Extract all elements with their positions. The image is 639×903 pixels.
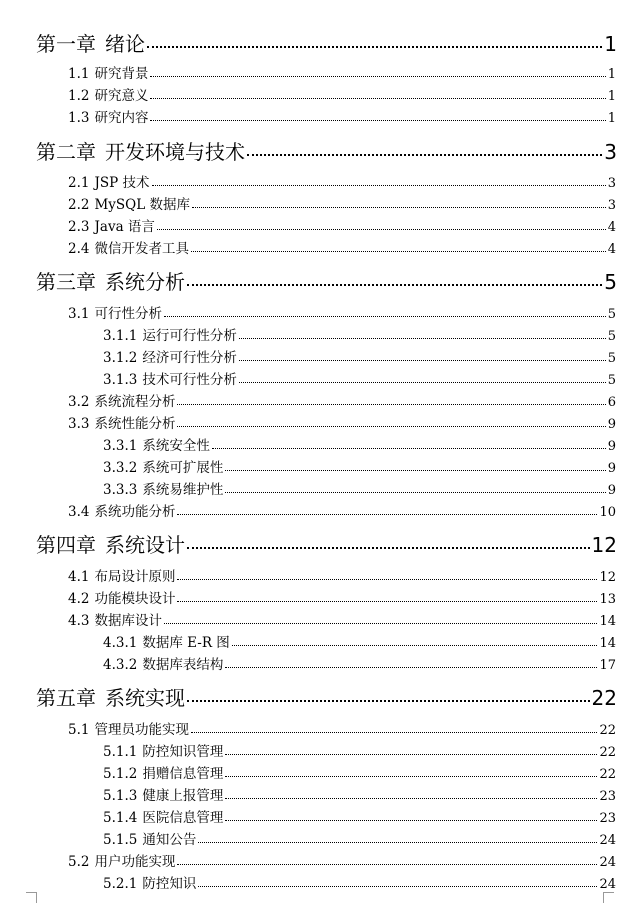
toc-title: 系统安全性 (142, 438, 210, 454)
toc-page-number: 6 (607, 395, 616, 410)
toc-page-number: 9 (607, 461, 616, 476)
toc-section[interactable] (68, 237, 616, 257)
toc-page-number: 14 (599, 614, 616, 629)
dot-leader (187, 532, 590, 552)
toc-chapter[interactable] (36, 28, 617, 57)
toc-number: 第二章 (36, 140, 96, 164)
toc-subsection[interactable] (103, 872, 616, 892)
toc-page-number: 12 (599, 570, 616, 585)
toc-page-number: 23 (599, 811, 616, 826)
toc-title: 研究内容 (94, 110, 149, 126)
toc-title: Java 语言 (94, 219, 155, 235)
toc-title: 健康上报管理 (142, 788, 224, 804)
toc-page-number: 22 (599, 767, 616, 782)
toc-title: 医院信息管理 (142, 810, 224, 826)
toc-section[interactable] (68, 215, 616, 235)
toc-number: 1.1 (68, 66, 90, 82)
toc-subsection[interactable] (103, 478, 616, 498)
toc-section[interactable] (68, 565, 616, 585)
toc-section[interactable] (68, 412, 616, 432)
toc-title: 功能模块设计 (94, 591, 176, 607)
toc-page-number: 14 (599, 636, 616, 651)
toc-page-number: 22 (599, 723, 616, 738)
toc-subsection[interactable] (103, 324, 616, 344)
dot-leader (239, 349, 606, 363)
toc-title: 系统易维护性 (142, 482, 224, 498)
toc-page-number: 1 (607, 89, 616, 104)
dot-leader (177, 503, 597, 517)
dot-leader (191, 721, 597, 735)
toc-page-number: 13 (599, 592, 616, 607)
toc-chapter[interactable] (36, 266, 617, 295)
toc-title: 通知公告 (142, 832, 197, 848)
toc-subsection[interactable] (103, 631, 616, 651)
toc-page-number: 5 (604, 270, 617, 294)
toc-section[interactable] (68, 587, 616, 607)
dot-leader (225, 656, 597, 670)
toc-page-number: 5 (607, 351, 616, 366)
toc-page-number: 24 (599, 855, 616, 870)
toc-section[interactable] (68, 718, 616, 738)
toc-number: 5.1.2 (103, 766, 138, 782)
toc-section[interactable] (68, 500, 616, 520)
toc-number: 4.3.2 (103, 657, 138, 673)
toc-subsection[interactable] (103, 653, 616, 673)
toc-page-number: 5 (607, 373, 616, 388)
dot-leader (225, 787, 597, 801)
toc-number: 1.3 (68, 110, 90, 126)
dot-leader (239, 327, 606, 341)
dot-leader (225, 459, 605, 473)
toc-title: JSP 技术 (94, 175, 150, 191)
toc-title: MySQL 数据库 (94, 197, 191, 213)
toc-section[interactable] (68, 850, 616, 870)
toc-page-number: 22 (591, 686, 617, 710)
toc-chapter[interactable] (36, 529, 617, 558)
toc-page-number: 9 (607, 417, 616, 432)
toc-page-number: 5 (607, 307, 616, 322)
toc-section[interactable] (68, 390, 616, 410)
dot-leader (225, 809, 597, 823)
toc-section[interactable] (68, 84, 616, 104)
toc-page-number: 24 (599, 833, 616, 848)
toc-page-number: 10 (599, 505, 616, 520)
toc-section[interactable] (68, 609, 616, 629)
toc-page-number: 24 (599, 877, 616, 892)
toc-page-number: 23 (599, 789, 616, 804)
toc-title: 系统性能分析 (94, 416, 176, 432)
dot-leader (198, 875, 597, 889)
dot-leader (164, 612, 597, 626)
toc-page-number: 3 (607, 176, 616, 191)
dot-leader (225, 743, 597, 757)
toc-title: 运行可行性分析 (142, 328, 237, 344)
toc-title: 系统实现 (105, 686, 185, 710)
toc-number: 2.2 (68, 197, 90, 213)
dot-leader (192, 196, 606, 210)
page-corner-mark-right (603, 892, 614, 903)
toc-page-number: 3 (607, 198, 616, 213)
toc-number: 3.3.3 (103, 482, 138, 498)
toc-number: 5.1 (68, 722, 90, 738)
dot-leader (157, 218, 606, 232)
toc-number: 4.3 (68, 613, 90, 629)
toc-subsection[interactable] (103, 740, 616, 760)
toc-chapter[interactable] (36, 136, 617, 165)
dot-leader (232, 634, 598, 648)
toc-title: 数据库设计 (94, 613, 162, 629)
toc-title: 数据库表结构 (142, 657, 224, 673)
toc-subsection[interactable] (103, 434, 616, 454)
toc-title: 数据库 E-R 图 (142, 635, 230, 651)
toc-title: 技术可行性分析 (142, 372, 237, 388)
toc-number: 1.2 (68, 88, 90, 104)
toc-title: 防控知识管理 (142, 744, 224, 760)
toc-page-number: 1 (607, 111, 616, 126)
dot-leader (247, 139, 602, 159)
toc-title: 绪论 (105, 32, 145, 56)
toc-page-number: 4 (607, 220, 616, 235)
toc-number: 3.3 (68, 416, 90, 432)
toc-title: 管理员功能实现 (94, 722, 189, 738)
toc-number: 2.3 (68, 219, 90, 235)
toc-page-number: 22 (599, 745, 616, 760)
toc-title: 捐赠信息管理 (142, 766, 224, 782)
toc-number: 4.2 (68, 591, 90, 607)
toc-subsection[interactable] (103, 346, 616, 366)
toc-number: 3.1 (68, 306, 90, 322)
toc-number: 3.3.2 (103, 460, 138, 476)
toc-number: 3.2 (68, 394, 90, 410)
toc-number: 5.1.3 (103, 788, 138, 804)
dot-leader (225, 765, 597, 779)
toc-section[interactable] (68, 171, 616, 191)
dot-leader (212, 437, 606, 451)
toc-title: 防控知识 (142, 876, 197, 892)
dot-leader (177, 568, 597, 582)
toc-title: 系统功能分析 (94, 504, 176, 520)
toc-number: 4.1 (68, 569, 90, 585)
toc-chapter[interactable] (36, 682, 617, 711)
dot-leader (191, 240, 606, 254)
toc-page-number: 17 (599, 658, 616, 673)
toc-number: 5.2.1 (103, 876, 138, 892)
toc-section[interactable] (68, 62, 616, 82)
dot-leader (152, 174, 606, 188)
dot-leader (164, 305, 606, 319)
toc-title: 系统设计 (105, 533, 185, 557)
page-corner-mark-left (26, 892, 37, 903)
toc-page-number: 1 (607, 67, 616, 82)
toc-number: 5.1.5 (103, 832, 138, 848)
toc-number: 第一章 (36, 32, 96, 56)
toc-title: 微信开发者工具 (94, 241, 189, 257)
toc-page-number: 1 (604, 32, 617, 56)
toc-number: 5.2 (68, 854, 90, 870)
dot-leader (177, 590, 597, 604)
toc-subsection[interactable] (103, 368, 616, 388)
toc-number: 3.1.2 (103, 350, 138, 366)
toc-subsection[interactable] (103, 828, 616, 848)
dot-leader (177, 853, 597, 867)
toc-number: 3.1.1 (103, 328, 138, 344)
dot-leader (225, 481, 605, 495)
dot-leader (150, 87, 605, 101)
toc-page-number: 4 (607, 242, 616, 257)
dot-leader (187, 685, 590, 705)
toc-title: 开发环境与技术 (105, 140, 245, 164)
toc-number: 第四章 (36, 533, 96, 557)
toc-page-number: 3 (604, 140, 617, 164)
toc-section[interactable] (68, 302, 616, 322)
toc-section[interactable] (68, 193, 616, 213)
dot-leader (150, 109, 605, 123)
toc-number: 2.4 (68, 241, 90, 257)
toc-subsection[interactable] (103, 762, 616, 782)
toc-title: 研究背景 (94, 66, 149, 82)
dot-leader (177, 415, 605, 429)
toc-title: 可行性分析 (94, 306, 162, 322)
toc-page-number: 5 (607, 329, 616, 344)
dot-leader (177, 393, 605, 407)
toc-subsection[interactable] (103, 806, 616, 826)
toc-subsection[interactable] (103, 784, 616, 804)
toc-title: 研究意义 (94, 88, 149, 104)
toc-number: 3.1.3 (103, 372, 138, 388)
dot-leader (187, 269, 602, 289)
toc-title: 系统可扩展性 (142, 460, 224, 476)
toc-number: 4.3.1 (103, 635, 138, 651)
toc-number: 2.1 (68, 175, 90, 191)
toc-title: 布局设计原则 (94, 569, 176, 585)
toc-number: 3.3.1 (103, 438, 138, 454)
dot-leader (150, 65, 605, 79)
dot-leader (239, 371, 606, 385)
toc-section[interactable] (68, 106, 616, 126)
toc-number: 第三章 (36, 270, 96, 294)
toc-title: 经济可行性分析 (142, 350, 237, 366)
toc-title: 系统流程分析 (94, 394, 176, 410)
toc-page-number: 9 (607, 483, 616, 498)
toc-page-number: 9 (607, 439, 616, 454)
dot-leader (198, 831, 597, 845)
toc-number: 5.1.4 (103, 810, 138, 826)
toc-title: 系统分析 (105, 270, 185, 294)
toc-title: 用户功能实现 (94, 854, 176, 870)
toc-page-number: 12 (591, 533, 617, 557)
toc-subsection[interactable] (103, 456, 616, 476)
toc-number: 5.1.1 (103, 744, 138, 760)
dot-leader (147, 31, 602, 51)
toc-number: 第五章 (36, 686, 96, 710)
toc-number: 3.4 (68, 504, 90, 520)
